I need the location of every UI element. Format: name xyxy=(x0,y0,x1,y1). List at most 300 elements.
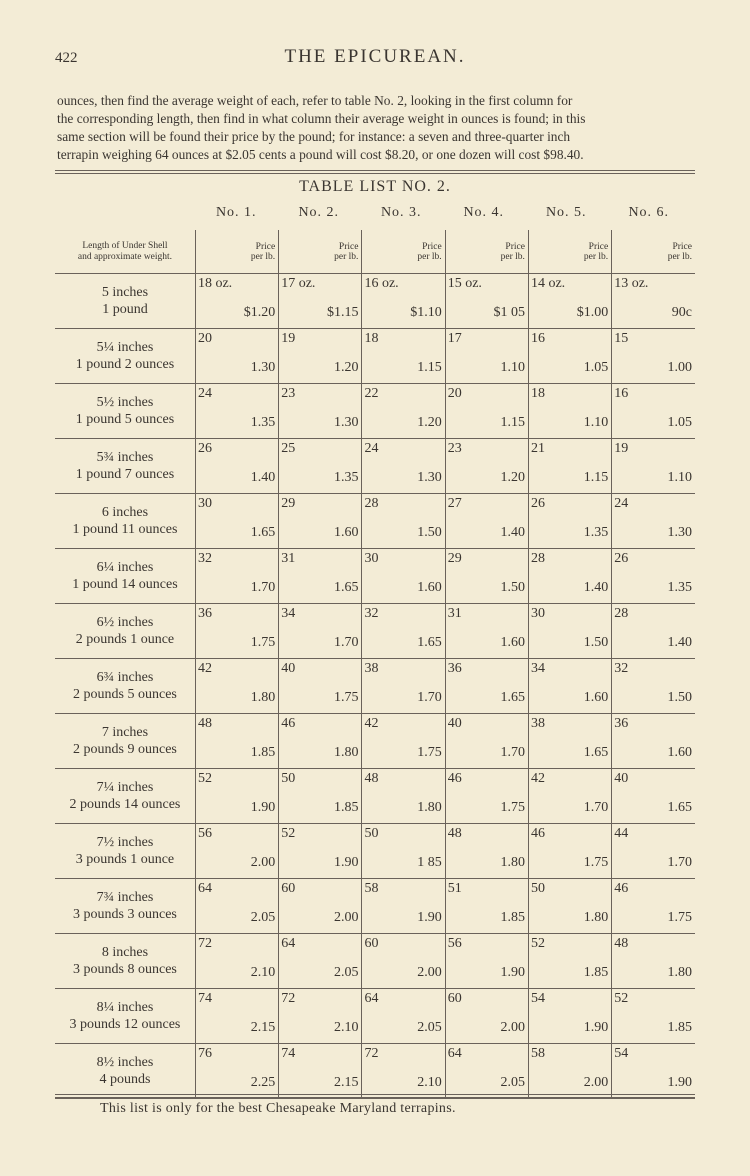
price-per-lb: 1.20 xyxy=(417,415,442,430)
price-header-line: per lb. xyxy=(334,251,359,262)
weight-ounces: 27 xyxy=(447,496,462,511)
weight-ounces: 18 xyxy=(530,386,545,401)
weight-ounces: 20 xyxy=(197,331,212,346)
price-per-lb: 1.75 xyxy=(500,800,525,815)
price-per-lb: 1.85 xyxy=(333,800,359,815)
weight-ounces: 31 xyxy=(447,606,462,621)
approx-weight: 1 pound 7 ounces xyxy=(75,467,175,482)
approx-weight: 2 pounds 9 ounces xyxy=(73,742,177,757)
weight-ounces: 46 xyxy=(447,771,462,786)
approx-weight: 1 pound xyxy=(102,302,148,317)
price-per-lb: 1.35 xyxy=(333,470,359,485)
table-row xyxy=(55,604,695,659)
shell-length: 8 inches xyxy=(101,945,149,960)
table-row xyxy=(55,274,695,329)
price-cell xyxy=(279,659,362,714)
price-cell xyxy=(362,604,445,659)
price-cell xyxy=(362,274,445,329)
price-per-lb: 1.65 xyxy=(333,580,359,595)
price-cell xyxy=(362,989,445,1044)
price-per-lb: 1.30 xyxy=(250,360,276,375)
price-per-lb: 1.80 xyxy=(500,855,525,870)
weight-ounces: 72 xyxy=(281,991,296,1006)
price-cell xyxy=(445,769,528,824)
divider-rule xyxy=(55,170,695,171)
price-cell xyxy=(362,714,445,769)
price-per-lb: 1.85 xyxy=(500,910,525,925)
weight-ounces: 58 xyxy=(530,1046,545,1061)
approx-weight: 4 pounds xyxy=(99,1072,151,1087)
shell-length: 6¾ inches xyxy=(96,670,154,685)
price-cell xyxy=(195,659,278,714)
price-cell xyxy=(612,659,695,714)
approx-weight: 3 pounds 1 ounce xyxy=(75,852,175,867)
price-cell xyxy=(445,659,528,714)
price-cell xyxy=(445,274,528,329)
weight-ounces: 74 xyxy=(281,1046,296,1061)
weight-ounces: 14 oz. xyxy=(530,276,566,291)
price-cell xyxy=(612,384,695,439)
price-per-lb: 1.30 xyxy=(667,525,692,540)
price-per-lb: 1.35 xyxy=(583,525,609,540)
price-header-line: per lb. xyxy=(250,251,276,262)
price-per-lb: 1.60 xyxy=(667,745,692,760)
weight-ounces: 21 xyxy=(530,441,545,456)
price-cell xyxy=(195,989,278,1044)
length-weight-cell xyxy=(55,549,195,604)
weight-ounces: 26 xyxy=(530,496,545,511)
price-per-lb: 2.00 xyxy=(333,910,359,925)
price-cell xyxy=(195,329,278,384)
weight-ounces: 24 xyxy=(614,496,629,511)
price-per-lb: 2.10 xyxy=(417,1075,442,1090)
price-per-lb: $1.20 xyxy=(243,305,276,320)
length-weight-cell xyxy=(55,604,195,659)
length-header-line: and approximate weight. xyxy=(77,251,173,262)
price-header-line: per lb. xyxy=(583,251,609,262)
weight-ounces: 26 xyxy=(614,551,629,566)
table-row xyxy=(55,989,695,1044)
price-per-lb: 1.65 xyxy=(250,525,276,540)
table-row xyxy=(55,879,695,934)
price-cell xyxy=(528,494,611,549)
length-weight-cell xyxy=(55,879,195,934)
price-per-lb: 2.05 xyxy=(500,1075,525,1090)
weight-ounces: 54 xyxy=(530,991,545,1006)
table-row xyxy=(55,439,695,494)
price-table xyxy=(55,230,695,1099)
price-per-lb: 1.70 xyxy=(333,635,359,650)
weight-ounces: 34 xyxy=(281,606,296,621)
price-per-lb: 1.80 xyxy=(333,745,359,760)
column-number: No. 5. xyxy=(545,205,587,220)
price-cell xyxy=(362,439,445,494)
price-cell xyxy=(362,549,445,604)
price-header-line: per lb. xyxy=(417,251,442,262)
price-cell xyxy=(362,494,445,549)
weight-ounces: 25 xyxy=(281,441,296,456)
price-per-lb: 2.05 xyxy=(333,965,359,980)
price-cell xyxy=(528,934,611,989)
weight-ounces: 40 xyxy=(447,716,462,731)
price-cell xyxy=(612,439,695,494)
price-per-lb: 1.65 xyxy=(667,800,692,815)
price-cell xyxy=(279,1044,362,1099)
price-cell xyxy=(195,824,278,879)
weight-ounces: 36 xyxy=(447,661,462,676)
price-cell xyxy=(528,714,611,769)
price-header-line: Price xyxy=(338,241,359,252)
price-cell xyxy=(445,384,528,439)
weight-ounces: 31 xyxy=(281,551,296,566)
weight-ounces: 48 xyxy=(197,716,212,731)
price-per-lb: 1.70 xyxy=(250,580,276,595)
weight-ounces: 24 xyxy=(364,441,379,456)
price-cell xyxy=(528,274,611,329)
price-per-lb: 2.15 xyxy=(250,1020,276,1035)
price-per-lb: 2.00 xyxy=(250,855,276,870)
shell-length: 5½ inches xyxy=(96,395,154,410)
price-cell xyxy=(445,494,528,549)
price-cell xyxy=(362,824,445,879)
paragraph-line: the corresponding length, then find in what column their average weight in ounces is found; in this xyxy=(57,111,586,126)
table-row xyxy=(55,824,695,879)
weight-ounces: 74 xyxy=(197,991,212,1006)
shell-length: 5¾ inches xyxy=(96,450,154,465)
price-per-lb: 2.25 xyxy=(250,1075,276,1090)
price-cell xyxy=(612,274,695,329)
approx-weight: 3 pounds 8 ounces xyxy=(73,962,177,977)
price-per-lb: 1.85 xyxy=(583,965,609,980)
price-cell xyxy=(279,989,362,1044)
weight-ounces: 60 xyxy=(364,936,379,951)
price-header-line: Price xyxy=(505,241,525,252)
weight-ounces: 40 xyxy=(614,771,629,786)
length-weight-cell xyxy=(55,1044,195,1099)
price-header-line: Price xyxy=(422,241,442,252)
price-header xyxy=(279,230,362,274)
length-weight-cell xyxy=(55,274,195,329)
price-cell xyxy=(362,1044,445,1099)
weight-ounces: 42 xyxy=(530,771,545,786)
price-per-lb: 2.10 xyxy=(250,965,276,980)
price-cell xyxy=(195,439,278,494)
price-per-lb: 1.90 xyxy=(250,800,276,815)
column-number: No. 4. xyxy=(463,205,505,220)
approx-weight: 3 pounds 12 ounces xyxy=(69,1017,181,1032)
price-per-lb: 1.35 xyxy=(250,415,276,430)
length-weight-cell xyxy=(55,329,195,384)
price-header xyxy=(612,230,695,274)
table-row xyxy=(55,1044,695,1099)
price-cell xyxy=(612,329,695,384)
weight-ounces: 50 xyxy=(364,826,379,841)
weight-ounces: 48 xyxy=(364,771,379,786)
price-header-line: Price xyxy=(255,241,276,252)
weight-ounces: 52 xyxy=(197,771,212,786)
price-per-lb: 1.85 xyxy=(250,745,276,760)
shell-length: 7¾ inches xyxy=(96,890,154,905)
price-cell xyxy=(528,604,611,659)
price-per-lb: 90c xyxy=(671,305,692,320)
price-cell xyxy=(279,494,362,549)
price-cell xyxy=(612,934,695,989)
weight-ounces: 23 xyxy=(447,441,462,456)
price-cell xyxy=(528,329,611,384)
weight-ounces: 48 xyxy=(447,826,462,841)
price-per-lb: 1.50 xyxy=(667,690,692,705)
weight-ounces: 30 xyxy=(530,606,545,621)
weight-ounces: 38 xyxy=(530,716,545,731)
price-per-lb: 1.80 xyxy=(250,690,276,705)
table-row xyxy=(55,384,695,439)
price-per-lb: 1.60 xyxy=(333,525,359,540)
weight-ounces: 42 xyxy=(197,661,212,676)
price-per-lb: 1.35 xyxy=(667,580,692,595)
price-per-lb: 1.20 xyxy=(333,360,359,375)
divider-rule xyxy=(55,173,695,174)
price-cell xyxy=(362,769,445,824)
price-cell xyxy=(528,1044,611,1099)
weight-ounces: 60 xyxy=(281,881,296,896)
price-cell xyxy=(528,439,611,494)
price-cell xyxy=(612,714,695,769)
price-per-lb: 1.65 xyxy=(583,745,609,760)
weight-ounces: 52 xyxy=(530,936,545,951)
price-cell xyxy=(445,879,528,934)
price-per-lb: 1.90 xyxy=(333,855,359,870)
price-header-line: Price xyxy=(672,241,692,252)
price-cell xyxy=(195,1044,278,1099)
price-cell xyxy=(612,549,695,604)
price-per-lb: 1.75 xyxy=(667,910,692,925)
price-cell xyxy=(612,494,695,549)
price-cell xyxy=(362,879,445,934)
price-per-lb: $1.00 xyxy=(576,305,609,320)
table-title: TABLE LIST NO. 2. xyxy=(299,178,451,195)
price-cell xyxy=(612,604,695,659)
price-cell xyxy=(279,879,362,934)
paragraph-line: ounces, then find the average weight of each, refer to table No. 2, looking in the first column for xyxy=(57,93,573,108)
price-per-lb: 2.00 xyxy=(500,1020,525,1035)
approx-weight: 2 pounds 1 ounce xyxy=(75,632,175,647)
price-per-lb: 1.60 xyxy=(583,690,609,705)
weight-ounces: 50 xyxy=(281,771,296,786)
price-cell xyxy=(445,934,528,989)
shell-length: 5 inches xyxy=(101,285,149,300)
price-per-lb: 1.10 xyxy=(500,360,525,375)
price-cell xyxy=(528,769,611,824)
weight-ounces: 29 xyxy=(281,496,296,511)
price-table-body xyxy=(55,274,695,1099)
weight-ounces: 64 xyxy=(364,991,379,1006)
price-cell xyxy=(195,494,278,549)
length-weight-cell xyxy=(55,384,195,439)
weight-ounces: 28 xyxy=(614,606,629,621)
price-cell xyxy=(195,769,278,824)
weight-ounces: 56 xyxy=(197,826,212,841)
shell-length: 7¼ inches xyxy=(96,780,154,795)
weight-ounces: 22 xyxy=(364,386,379,401)
footnote: This list is only for the best Chesapeake Maryland terrapins. xyxy=(100,1101,456,1116)
price-per-lb: 1 85 xyxy=(417,855,442,870)
weight-ounces: 42 xyxy=(364,716,379,731)
price-per-lb: 1.70 xyxy=(583,800,609,815)
price-cell xyxy=(445,1044,528,1099)
weight-ounces: 28 xyxy=(530,551,545,566)
price-cell xyxy=(279,274,362,329)
weight-ounces: 17 oz. xyxy=(281,276,316,291)
length-weight-cell xyxy=(55,494,195,549)
divider-rule xyxy=(55,1097,695,1098)
price-cell xyxy=(195,274,278,329)
price-per-lb: 1.90 xyxy=(417,910,442,925)
weight-ounces: 46 xyxy=(281,716,296,731)
length-weight-cell xyxy=(55,714,195,769)
weight-ounces: 30 xyxy=(364,551,379,566)
price-per-lb: 1.40 xyxy=(583,580,609,595)
weight-ounces: 18 oz. xyxy=(197,276,233,291)
price-per-lb: 1.05 xyxy=(667,415,692,430)
price-per-lb: 1.40 xyxy=(250,470,276,485)
weight-ounces: 54 xyxy=(614,1046,629,1061)
weight-ounces: 72 xyxy=(197,936,212,951)
column-number: No. 3. xyxy=(380,205,422,220)
weight-ounces: 64 xyxy=(447,1046,462,1061)
shell-length: 8½ inches xyxy=(96,1055,154,1070)
length-weight-cell xyxy=(55,769,195,824)
price-per-lb: 1.65 xyxy=(500,690,525,705)
weight-ounces: 18 xyxy=(364,331,379,346)
weight-ounces: 50 xyxy=(530,881,545,896)
price-per-lb: 1.80 xyxy=(417,800,442,815)
weight-ounces: 64 xyxy=(281,936,296,951)
price-cell xyxy=(195,384,278,439)
price-cell xyxy=(279,934,362,989)
price-cell xyxy=(362,659,445,714)
price-cell xyxy=(445,549,528,604)
shell-length: 6½ inches xyxy=(96,615,154,630)
weight-ounces: 36 xyxy=(197,606,212,621)
price-per-lb: 1.50 xyxy=(500,580,525,595)
price-per-lb: 1.75 xyxy=(250,635,276,650)
price-cell xyxy=(612,989,695,1044)
weight-ounces: 32 xyxy=(364,606,379,621)
weight-ounces: 32 xyxy=(614,661,629,676)
price-per-lb: 1.15 xyxy=(417,360,442,375)
price-header-line: Price xyxy=(588,241,609,252)
price-header-line: per lb. xyxy=(500,251,525,262)
weight-ounces: 32 xyxy=(197,551,212,566)
price-per-lb: 1.90 xyxy=(583,1020,609,1035)
price-per-lb: 1.20 xyxy=(500,470,525,485)
length-weight-cell xyxy=(55,439,195,494)
price-per-lb: 1.75 xyxy=(583,855,609,870)
weight-ounces: 13 oz. xyxy=(614,276,649,291)
price-cell xyxy=(612,769,695,824)
shell-length: 7 inches xyxy=(101,725,149,740)
shell-length: 5¼ inches xyxy=(96,340,154,355)
weight-ounces: 26 xyxy=(197,441,212,456)
price-cell xyxy=(612,879,695,934)
shell-length: 7½ inches xyxy=(96,835,154,850)
price-per-lb: 1.90 xyxy=(500,965,525,980)
approx-weight: 1 pound 2 ounces xyxy=(75,357,175,372)
price-cell xyxy=(279,769,362,824)
price-cell xyxy=(279,714,362,769)
page-number: 422 xyxy=(55,50,78,66)
price-cell xyxy=(612,824,695,879)
weight-ounces: 48 xyxy=(614,936,629,951)
table-header-row xyxy=(55,230,695,274)
price-per-lb: $1.15 xyxy=(326,305,359,320)
price-per-lb: 1.60 xyxy=(417,580,442,595)
price-per-lb: 1.70 xyxy=(667,855,692,870)
table-row xyxy=(55,934,695,989)
length-header-line: Length of Under Shell xyxy=(82,240,168,251)
weight-ounces: 72 xyxy=(364,1046,379,1061)
shell-length: 8¼ inches xyxy=(96,1000,154,1015)
price-per-lb: 1.10 xyxy=(667,470,692,485)
column-numbers xyxy=(195,205,695,221)
price-cell xyxy=(612,1044,695,1099)
price-per-lb: $1 05 xyxy=(493,305,525,320)
price-cell xyxy=(195,714,278,769)
length-weight-cell xyxy=(55,989,195,1044)
price-cell xyxy=(445,439,528,494)
weight-ounces: 15 xyxy=(614,331,629,346)
table-row xyxy=(55,494,695,549)
weight-ounces: 52 xyxy=(614,991,629,1006)
weight-ounces: 46 xyxy=(614,881,629,896)
price-cell xyxy=(279,439,362,494)
approx-weight: 2 pounds 14 ounces xyxy=(69,797,181,812)
approx-weight: 1 pound 11 ounces xyxy=(72,522,178,537)
weight-ounces: 52 xyxy=(281,826,296,841)
weight-ounces: 30 xyxy=(197,496,212,511)
price-per-lb: 1.70 xyxy=(500,745,525,760)
divider-rule xyxy=(55,1094,695,1095)
length-weight-cell xyxy=(55,824,195,879)
length-header xyxy=(55,230,195,274)
table-row xyxy=(55,659,695,714)
price-cell xyxy=(445,824,528,879)
price-per-lb: 1.00 xyxy=(667,360,692,375)
price-per-lb: 1.30 xyxy=(417,470,442,485)
weight-ounces: 16 oz. xyxy=(364,276,399,291)
column-number: No. 2. xyxy=(298,205,340,220)
intro-paragraph xyxy=(57,92,697,164)
price-per-lb: 1.40 xyxy=(667,635,692,650)
approx-weight: 1 pound 14 ounces xyxy=(72,577,178,592)
price-per-lb: 1.50 xyxy=(583,635,609,650)
weight-ounces: 15 oz. xyxy=(447,276,482,291)
price-per-lb: 1.85 xyxy=(667,1020,692,1035)
weight-ounces: 17 xyxy=(447,331,462,346)
table-row xyxy=(55,714,695,769)
weight-ounces: 20 xyxy=(447,386,462,401)
running-head: THE EPICUREAN. xyxy=(284,46,466,67)
price-header xyxy=(445,230,528,274)
price-per-lb: 2.00 xyxy=(417,965,442,980)
price-per-lb: 1.60 xyxy=(500,635,525,650)
price-header-line: per lb. xyxy=(667,251,692,262)
price-cell xyxy=(528,879,611,934)
weight-ounces: 16 xyxy=(614,386,629,401)
length-weight-cell xyxy=(55,659,195,714)
price-cell xyxy=(279,329,362,384)
weight-ounces: 44 xyxy=(614,826,629,841)
